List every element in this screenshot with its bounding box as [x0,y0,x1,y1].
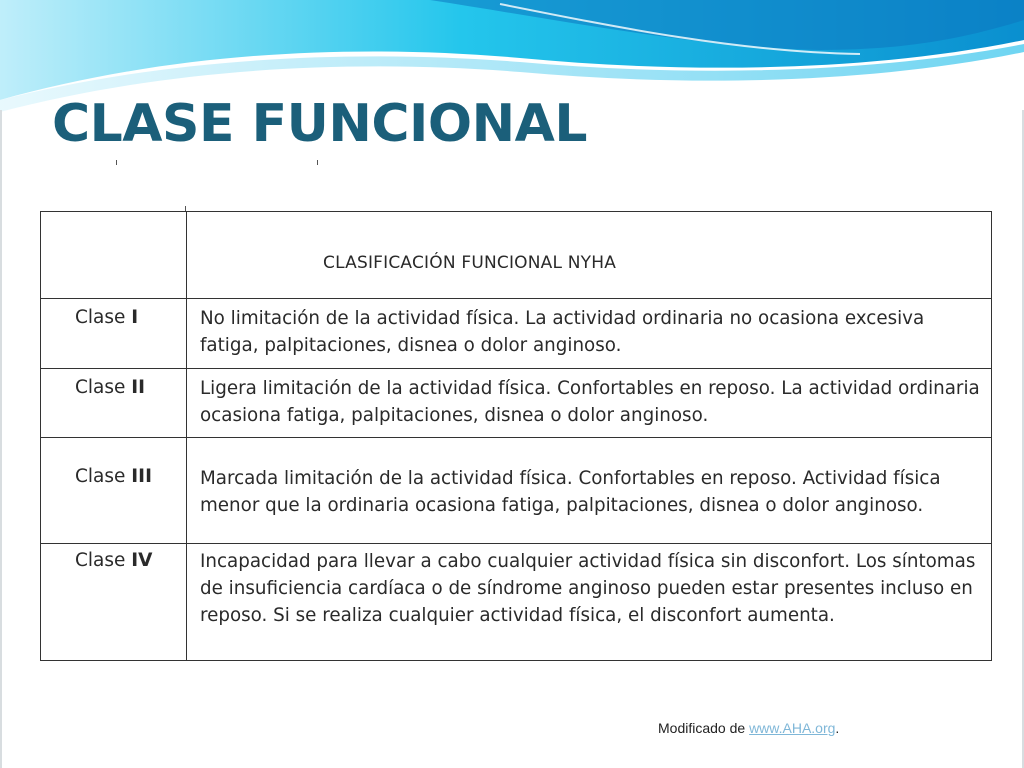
class-label [41,369,186,398]
description-cell [187,369,992,438]
class-description: Marcada limitación de la actividad física. Confortables en reposo. Actividad física menor que la ordinaria ocasiona fatiga, palpitaciones, disnea o dolor anginoso. [200,468,941,516]
class-prefix: Clase [75,550,132,571]
class-numeral: III [131,466,152,487]
scan-mark [116,160,117,165]
class-label [41,299,186,328]
description-cell [187,544,992,661]
class-description: No limitación de la actividad física. La actividad ordinaria no ocasiona excesiva fatiga, palpitaciones, disnea o dolor anginoso. [200,308,925,356]
source-suffix: . [835,720,840,736]
class-cell [41,438,187,544]
nyha-classification-table [40,211,992,661]
source-prefix: Modificado de [658,720,750,736]
class-prefix: Clase [75,377,132,398]
class-description: Ligera limitación de la actividad física. Confortables en reposo. La actividad ordinaria ocasiona fatiga, palpitaciones, disnea o dolor anginoso. [200,378,980,426]
source-note [658,720,839,736]
header-cell [187,212,992,299]
class-description: Incapacidad para llevar a cabo cualquier actividad física sin disconfort. Los síntomas de insuficiencia cardíaca o de síndrome anginoso pueden estar presentes incluso en reposo. Si se realiza cualquier actividad física, el disconfort aumenta. [200,551,976,626]
table-row [41,299,992,369]
table-header: CLASIFICACIÓN FUNCIONAL NYHA [323,253,617,273]
aha-link[interactable]: www.AHA.org [749,720,836,736]
class-prefix: Clase [75,307,132,328]
class-numeral: IV [131,550,153,571]
slide-title: CLASE FUNCIONAL [52,94,587,154]
class-prefix: Clase [75,466,132,487]
class-cell [41,299,187,369]
class-numeral: II [131,377,146,398]
table-row [41,544,992,661]
header-empty-cell [41,212,187,299]
table-row [41,369,992,438]
class-numeral: I [131,307,139,328]
description-cell [187,299,992,369]
nyha-table-panel [2,160,1022,696]
class-cell [41,544,187,661]
table-header-row [41,212,992,299]
description-cell [187,438,992,544]
class-cell [41,369,187,438]
table-row [41,438,992,544]
class-label [41,438,186,487]
class-label [41,544,186,571]
scan-mark [317,160,318,165]
